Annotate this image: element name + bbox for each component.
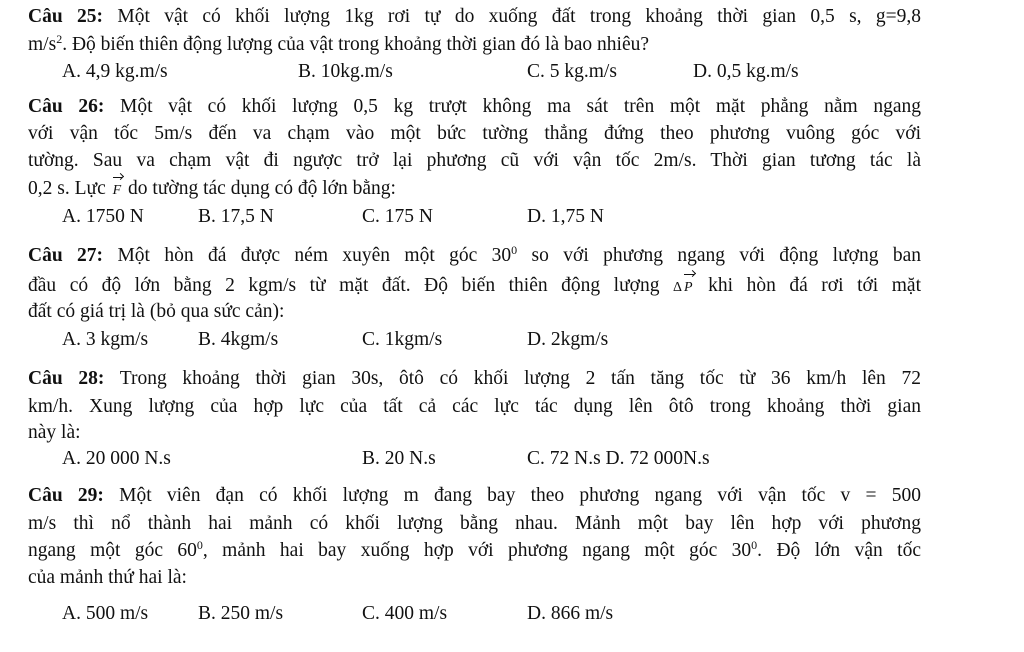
q26-text-4a: 0,2 s. Lực — [28, 178, 106, 199]
q25-option-a: A. 4,9 kg.m/s — [62, 61, 168, 82]
q25-option-c: C. 5 kg.m/s — [527, 61, 617, 82]
q29-option-c: C. 400 m/s — [362, 603, 448, 624]
q27-option-c: C. 1kgm/s — [362, 329, 443, 350]
q26-text-1: Một vật có khối lượng 0,5 kg trượt không ma sát trên một mặt phẳng nằm ngang — [104, 96, 922, 117]
q26-option-b: B. 17,5 N — [198, 206, 274, 227]
q25-text-2: . Độ biến thiên động lượng của vật trong khoảng thời gian đó là bao nhiêu? — [62, 34, 650, 55]
q25-exponent: 2 — [56, 32, 63, 46]
q25-option-b: B. 10kg.m/s — [298, 61, 393, 82]
q27-line-1 — [28, 243, 921, 269]
q26-line-4 — [28, 176, 928, 204]
q27-text-2a: đầu có độ lớn bằng 2 kgm/s từ mặt đất. Độ biến thiên động lượng — [28, 275, 674, 296]
q29-degree-1: 0 — [196, 538, 203, 552]
q27-label: Câu 27: — [28, 245, 104, 266]
q26-line-3: tường. Sau va chạm vật đi ngược trở lại phương cũ với vận tốc 2m/s. Thời gian tương tác là — [28, 150, 921, 171]
q26-text-4b: do tường tác dụng có độ lớn bằng: — [123, 178, 396, 199]
q26-label: Câu 26: — [28, 96, 105, 117]
q25-line-2 — [28, 32, 928, 58]
q29-text-3c: . Độ lớn vận tốc — [757, 540, 921, 561]
q27-line-3: đất có giá trị là (bỏ qua sức cản): — [28, 301, 285, 322]
q29-line-1 — [28, 483, 921, 509]
q29-line-4: của mảnh thứ hai là: — [28, 567, 187, 588]
q29-line-2: m/s thì nổ thành hai mảnh có khối lượng bằng nhau. Mảnh một bay lên hợp với phương — [28, 513, 921, 534]
q27-option-d: D. 2kgm/s — [527, 329, 609, 350]
q29-option-d: D. 866 m/s — [527, 603, 614, 624]
q25-unit: m/s — [28, 34, 57, 55]
q29-label: Câu 29: — [28, 485, 104, 506]
q25-option-d: D. 0,5 kg.m/s — [693, 61, 799, 82]
q26-line-2: với vận tốc 5m/s đến va chạm vào một bức tường thẳng đứng theo phương vuông góc với — [28, 123, 921, 144]
q27-line-2 — [28, 273, 921, 301]
q27-text-1a: Một hòn đá được ném xuyên một góc 30 — [103, 245, 512, 266]
q27-text-2b: khi hòn đá rơi tới mặt — [694, 275, 921, 296]
force-vector-symbol: F — [111, 178, 124, 204]
q26-option-d: D. 1,75 N — [527, 206, 604, 227]
q29-text-3a: ngang một góc 60 — [28, 540, 197, 561]
q27-degree: 0 — [511, 243, 518, 257]
q28-option-a: A. 20 000 N.s — [62, 448, 171, 469]
q28-line-2: km/h. Xung lượng của hợp lực của tất cả các lực tác dụng lên ôtô trong khoảng thời gian — [28, 396, 921, 417]
q25-label: Câu 25: — [28, 6, 104, 27]
q28-line-1 — [28, 366, 921, 392]
q27-text-1b: so với phương ngang với động lượng ban — [517, 245, 922, 266]
q29-text-1: Một viên đạn có khối lượng m đang bay theo phương ngang với vận tốc v = 500 — [103, 485, 921, 506]
q29-degree-2: 0 — [751, 538, 758, 552]
q27-option-a: A. 3 kgm/s — [62, 329, 149, 350]
q28-option-cd: C. 72 N.s D. 72 000N.s — [527, 448, 710, 469]
momentum-vector-symbol: P — [682, 275, 695, 301]
q28-line-3: này là: — [28, 422, 81, 443]
delta-symbol: Δ — [673, 280, 683, 295]
q28-option-b: B. 20 N.s — [362, 448, 436, 469]
q25-text-1: Một vật có khối lượng 1kg rơi tự do xuống đất trong khoảng thời gian 0,5 s, g=9,8 — [103, 6, 922, 27]
q29-option-a: A. 500 m/s — [62, 603, 149, 624]
q29-option-b: B. 250 m/s — [198, 603, 284, 624]
q28-text-1: Trong khoảng thời gian 30s, ôtô có khối lượng 2 tấn tăng tốc từ 36 km/h lên 72 — [104, 368, 922, 389]
q26-option-a: A. 1750 N — [62, 206, 144, 227]
q29-text-3b: , mảnh hai bay xuống hợp với phương ngang một góc 30 — [202, 540, 752, 561]
q26-line-1 — [28, 94, 921, 120]
q28-label: Câu 28: — [28, 368, 105, 389]
q29-line-3 — [28, 538, 921, 564]
q26-option-c: C. 175 N — [362, 206, 433, 227]
q27-option-b: B. 4kgm/s — [198, 329, 279, 350]
q25-line-1 — [28, 4, 921, 30]
